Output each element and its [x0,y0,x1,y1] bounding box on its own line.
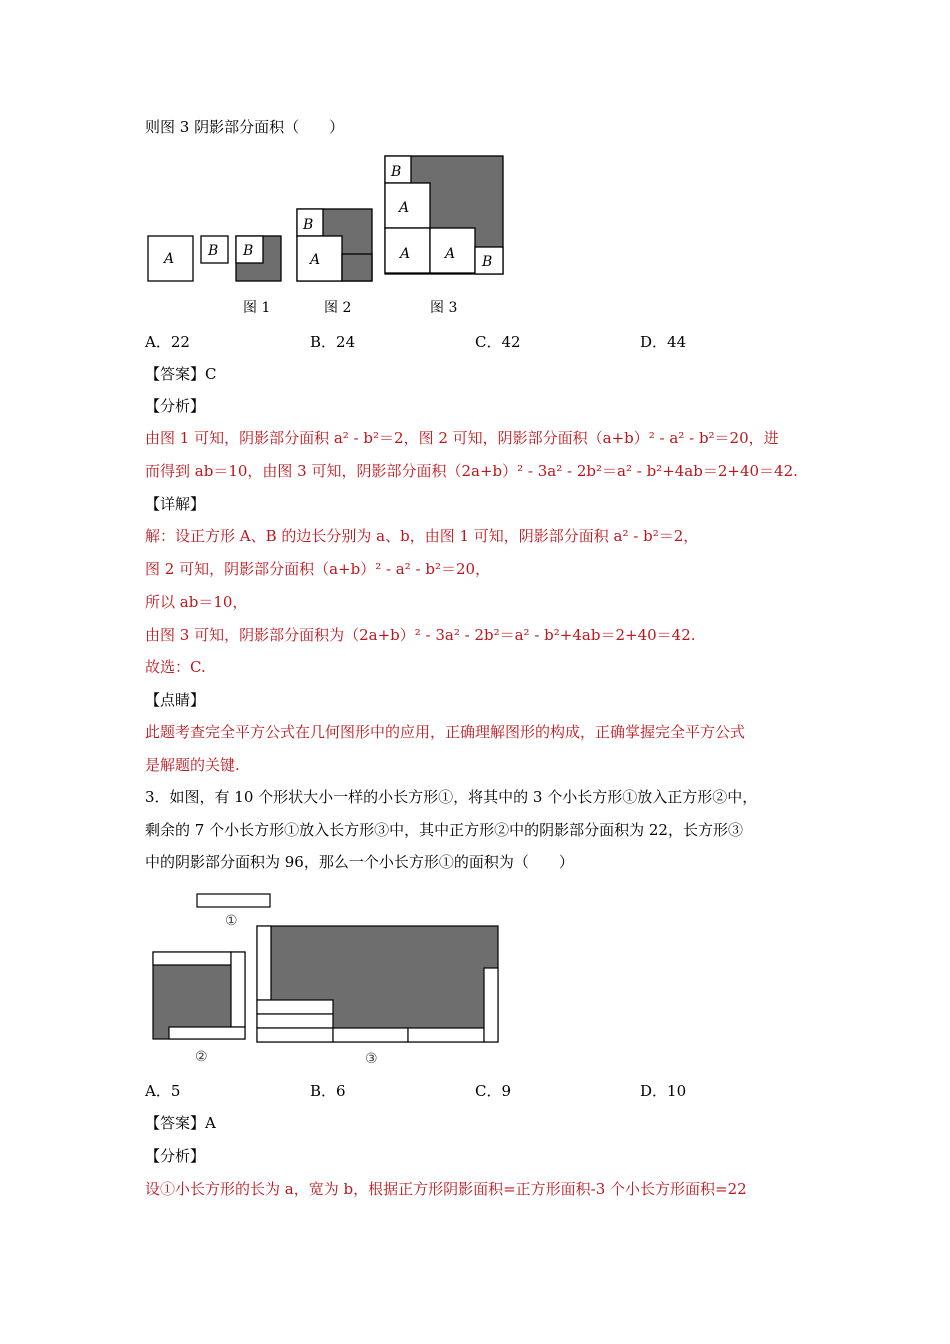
svg-text:③: ③ [365,1051,378,1067]
q3-option-b: B．6 [310,1082,346,1100]
option-d: D．44 [640,333,687,351]
svg-text:B: B [303,217,314,233]
analysis-tag: 【分析】 [145,397,206,415]
svg-text:B: B [208,243,219,259]
rectangle-3 [257,926,498,1067]
q3-answer-tag: 【答案】A [145,1114,216,1132]
option-c: C．42 [475,333,521,351]
figure-1 [148,236,281,316]
detail-text-4: 由图 3 可知，阴影部分面积为（2a+b）² - 3a² - 2b²＝a² - b²+4ab＝2+40＝42. [145,626,696,644]
svg-text:A: A [400,246,411,262]
comment-tag: 【点睛】 [145,691,206,709]
figure-3 [385,156,503,316]
q3-option-a: A．5 [145,1082,181,1100]
svg-text:A: A [310,252,321,268]
svg-text:图 3: 图 3 [430,300,458,316]
detail-text-3: 所以 ab＝10， [145,593,248,611]
question-3-stem-3: 中的阴影部分面积为 96，那么一个小长方形①的面积为（ ） [145,853,574,871]
detail-tag: 【详解】 [145,495,206,513]
svg-text:B: B [482,254,493,270]
svg-text:A: A [399,200,410,216]
q3-analysis-tag: 【分析】 [145,1147,206,1165]
svg-text:①: ① [225,913,238,929]
option-a: A．22 [145,333,190,351]
figure-squares [140,150,520,325]
answer-tag: 【答案】C [145,365,217,383]
svg-text:图 2: 图 2 [324,300,352,316]
q3-analysis-text-1: 设①小长方形的长为 a，宽为 b，根据正方形阴影面积=正方形面积-3 个小长方形面积=22 [145,1180,747,1198]
question-stem: 则图 3 阴影部分面积（ ） [145,118,345,136]
svg-text:A: A [164,251,175,267]
detail-text-1: 解：设正方形 A、B 的边长分别为 a、b，由图 1 可知，阴影部分面积 a² - b²＝2， [145,527,699,545]
svg-text:②: ② [195,1049,208,1065]
detail-text-2: 图 2 可知，阴影部分面积（a+b）² - a² - b²＝20， [145,560,491,578]
comment-text-1: 此题考查完全平方公式在几何图形中的应用，正确理解图形的构成，正确掌握完全平方公式 [145,723,746,741]
analysis-text-2: 而得到 ab＝10，由图 3 可知，阴影部分面积（2a+b）² - 3a² - 2b²＝a² - b²+4ab＝2+40＝42. [145,462,798,480]
q3-option-d: D．10 [640,1082,687,1100]
figure-rectangles [145,885,510,1070]
square-2 [153,952,245,1065]
option-b: B．24 [310,333,356,351]
svg-text:A: A [445,246,456,262]
small-rectangle-1 [197,894,270,929]
q3-option-c: C．9 [475,1082,512,1100]
detail-text-5: 故选：C. [145,658,206,676]
analysis-text-1: 由图 1 可知，阴影部分面积 a² - b²＝2，图 2 可知，阴影部分面积（a+b）² - a² - b²＝20，进 [145,429,779,447]
question-3-stem-1: 3．如图，有 10 个形状大小一样的小长方形①，将其中的 3 个小长方形①放入正方形②中， [145,788,758,806]
figure-2 [297,209,372,316]
svg-text:图 1: 图 1 [243,300,271,316]
svg-text:B: B [243,243,254,259]
question-3-stem-2: 剩余的 7 个小长方形①放入长方形③中，其中正方形②中的阴影部分面积为 22，长方形③ [145,821,743,839]
comment-text-2: 是解题的关键. [145,756,240,774]
svg-text:B: B [391,164,402,180]
